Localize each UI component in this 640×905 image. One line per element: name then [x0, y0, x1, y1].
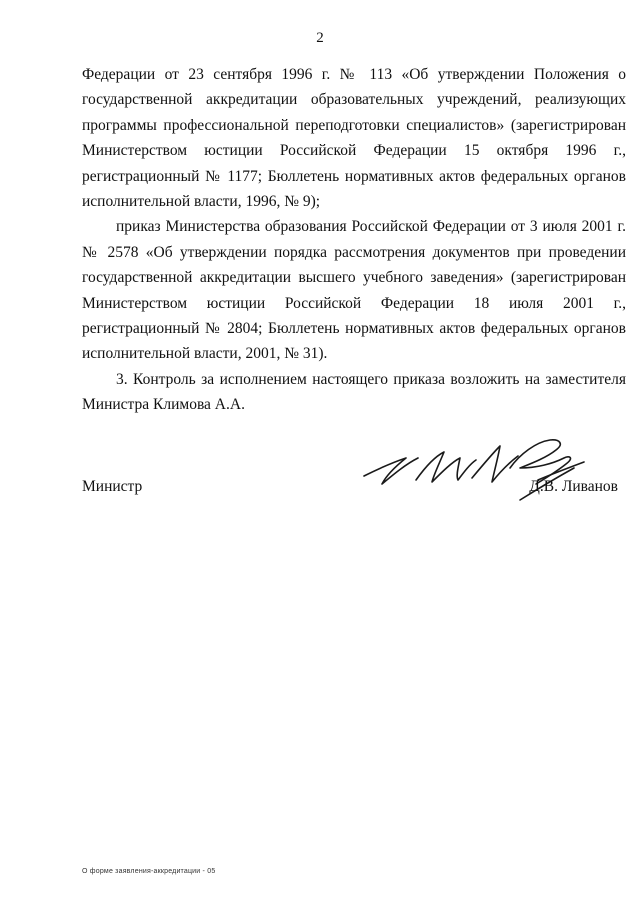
- signature-row: [82, 478, 626, 508]
- paragraph-order-2578: приказ Министерства образования Российской Федерации от 3 июля 2001 г. № 2578 «Об утверждении порядка рассмотрения документов при проведении государственной аккредитации высшего учебного заведения» (зарегистрирован Министерством юстиции Российской Федерации 18 июля 2001 г., регистрационный № 2804; Бюллетень нормативных актов федеральных органов исполнительной власти, 2001, № 31).: [82, 218, 626, 363]
- footer-note: О форме заявления-аккредитации - 05: [82, 868, 216, 875]
- paragraph-continuation: Федерации от 23 сентября 1996 г. № 113 «Об утверждении Положения о государственной аккредитации образовательных учреждений, реализующих программы профессиональной переподготовки специалистов» (зарегистрирован Министерством юстиции Российской Федерации 15 октября 1996 г., регистрационный № 1177; Бюллетень нормативных актов федеральных органов исполнительной власти, 1996, № 9);: [82, 66, 626, 211]
- minister-name: Д.В. Ливанов: [529, 478, 618, 495]
- minister-title: Министр: [82, 478, 143, 495]
- page-number: 2: [316, 30, 324, 46]
- document-body: [82, 62, 626, 418]
- paragraph-control-clause: 3. Контроль за исполнением настоящего приказа возложить на заместителя Министра Климова А.А.: [82, 370, 626, 414]
